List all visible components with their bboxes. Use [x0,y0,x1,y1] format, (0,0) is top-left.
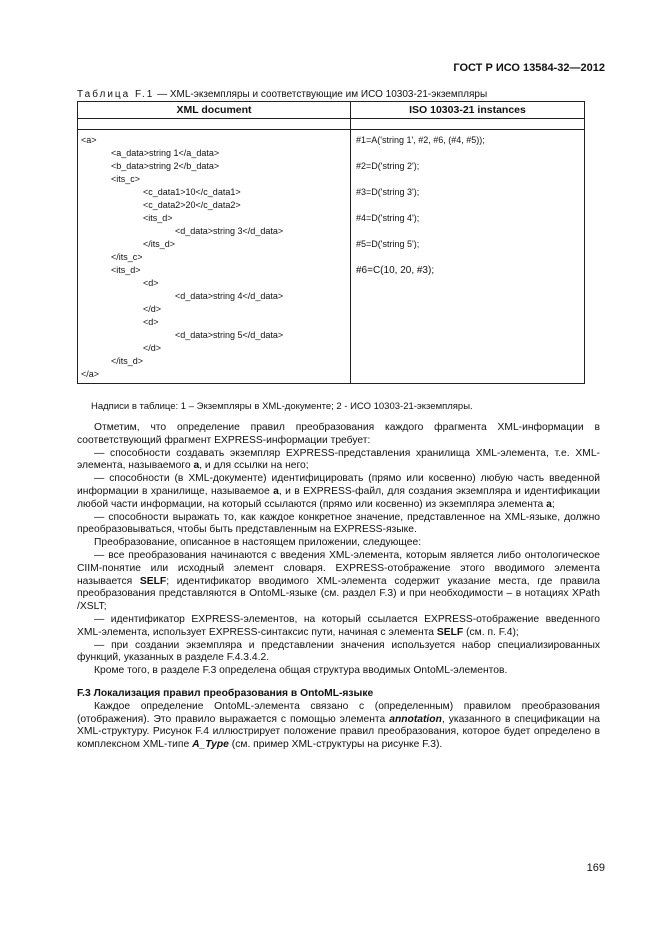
bold-term: SELF [436,626,464,638]
xml-line: </d> [143,304,162,314]
section-heading: F.3 Локализация правил преобразования в OntoML-языке [77,687,374,699]
xml-line: <its_d> [143,213,173,223]
page-number: 169 [586,862,605,874]
xml-line: </its_d> [143,239,176,249]
iso-instance-line: #3=D('string 3'); [356,187,420,197]
bold-term: a [193,460,200,472]
table-body-row [78,130,585,384]
text-run: — способности (в XML-документе) идентифицировать (прямо или косвенно) любую часть введенной информации в хранилище, называемое [77,473,600,497]
bold-term: SELF [139,575,167,587]
xml-line: <a> [81,135,97,145]
iso-instance-line: #1=A('string 1', #2, #6, (#4, #5)); [356,135,485,145]
xml-document-cell [78,130,351,384]
text-run: — идентификатор EXPRESS-элементов, на который ссылается EXPRESS-отображение введенного XML-элемента, использует EXPRESS-синтаксис пути, начиная с элемента [77,613,600,638]
xml-line: </its_c> [111,252,143,262]
table-header-row [78,102,585,119]
text-run: , и в EXPRESS-файл, для создания экземпляра и идентификации любой части информации, на который ссылаются (прямо или косвенно) из экземпляра элемента [77,485,600,510]
paragraph [77,701,600,752]
col-header-iso: ISO 10303-21 instances [351,102,585,119]
text-run: — способности создавать экземпляр EXPRESS-представления хранилища XML-элемента, т.е. XML-элемента, называемого [77,447,600,472]
text-run: (см. пример XML-структуры на рисунке F.3). [228,739,443,751]
bold-term: a [546,498,552,510]
text-run: ; идентификатор вводимого XML-элемента содержит указание места, где правила преобразования представляются в OntoML-языке (см. раздел F.3) и при необходимости – в нотациях XPath /XSLT; [77,575,600,613]
xml-line: <d> [143,317,159,327]
xml-line: <d_data>string 4</d_data> [175,291,284,301]
list-item [77,550,600,614]
list-item: — способности выражать то, как каждое конкретное значение, представленное на XML-языке, должно преобразовываться, чтобы быть представленным на EXPRESS-языке. [77,511,600,536]
iso-instance-line: #5=D('string 5'); [356,239,420,249]
xml-line: <b_data>string 2</b_data> [111,161,220,171]
list-item [77,614,600,640]
table-caption-label: Таблица F.1 [77,89,155,100]
xml-line: <c_data2>20</c_data2> [143,200,241,210]
iso-instance-line: #2=D('string 2'); [356,161,420,171]
xml-line: <a_data>string 1</a_data> [111,148,220,158]
xml-line: <d> [143,278,159,288]
xml-line: <its_c> [111,174,141,184]
xml-line: <d_data>string 5</d_data> [175,330,284,340]
text-run: — все преобразования начинаются с введения XML-элемента, которым является либо онтологическое CIIM-понятие или исходный элемент словаря. EXPRESS-отображение этого вводимого элемента называется [77,549,600,587]
spacer-cell-right [351,119,585,130]
document-code: ГОСТ Р ИСО 13584-32—2012 [453,62,605,74]
spacer-cell-left [78,119,351,130]
list-item: — при создании экземпляра и представлении значения используется набор специализированных функций, указанных в разделе F.4.3.4.2. [77,639,600,664]
list-item [77,473,600,511]
xml-line: <d_data>string 3</d_data> [175,226,284,236]
table-note: Надписи в таблице: 1 – Экземпляры в XML-документе; 2 - ИСО 10303-21-экземпляры. [91,401,473,412]
table-spacer-row [78,119,585,130]
instances-table [77,101,585,384]
text-run: (см. п. F.4); [463,626,519,638]
bold-italic-term: annotation [389,713,442,725]
iso-instances-cell [351,130,585,384]
list-item [77,448,600,474]
text-run: , указанного в спецификации на XML-структуру. Рисунок F.4 иллюстрирует положение правил преобразования, которое будет определено в комплексном XML-типе [77,713,600,751]
bold-italic-term: A_Type [192,739,229,751]
xml-line: <c_data1>10</c_data1> [143,187,241,197]
table-caption-text: — XML-экземпляры и соответствующие им ИСО 10303-21-экземпляры [154,89,488,100]
xml-line: </its_d> [111,356,144,366]
xml-line: </d> [143,343,162,353]
text-run: Каждое определение OntoML-элемента связано с (определенным) правилом преобразования (отображения). Это правило выражается с помощью элемента [77,700,600,725]
paragraph: Преобразование, описанное в настоящем приложении, следующее: [94,537,422,549]
table-caption [77,89,487,100]
xml-line: <its_d> [111,265,141,275]
bold-term: a [273,485,279,497]
col-header-xml: XML document [78,102,351,119]
paragraph: Кроме того, в разделе F.3 определена общая структура вводимых OntoML-элементов. [94,665,508,677]
iso-instance-line: #4=D('string 4'); [356,213,420,223]
body-text [77,422,600,752]
paragraph: Отметим, что определение правил преобразования каждого фрагмента XML-информации в соответствующий фрагмент EXPRESS-информации требует: [77,422,600,446]
xml-line: </a> [81,369,100,379]
text-run: ; [551,498,555,510]
iso-instance-line: #6=C(10, 20, #3); [356,265,435,276]
text-run: , и для ссылки на него; [199,460,309,472]
